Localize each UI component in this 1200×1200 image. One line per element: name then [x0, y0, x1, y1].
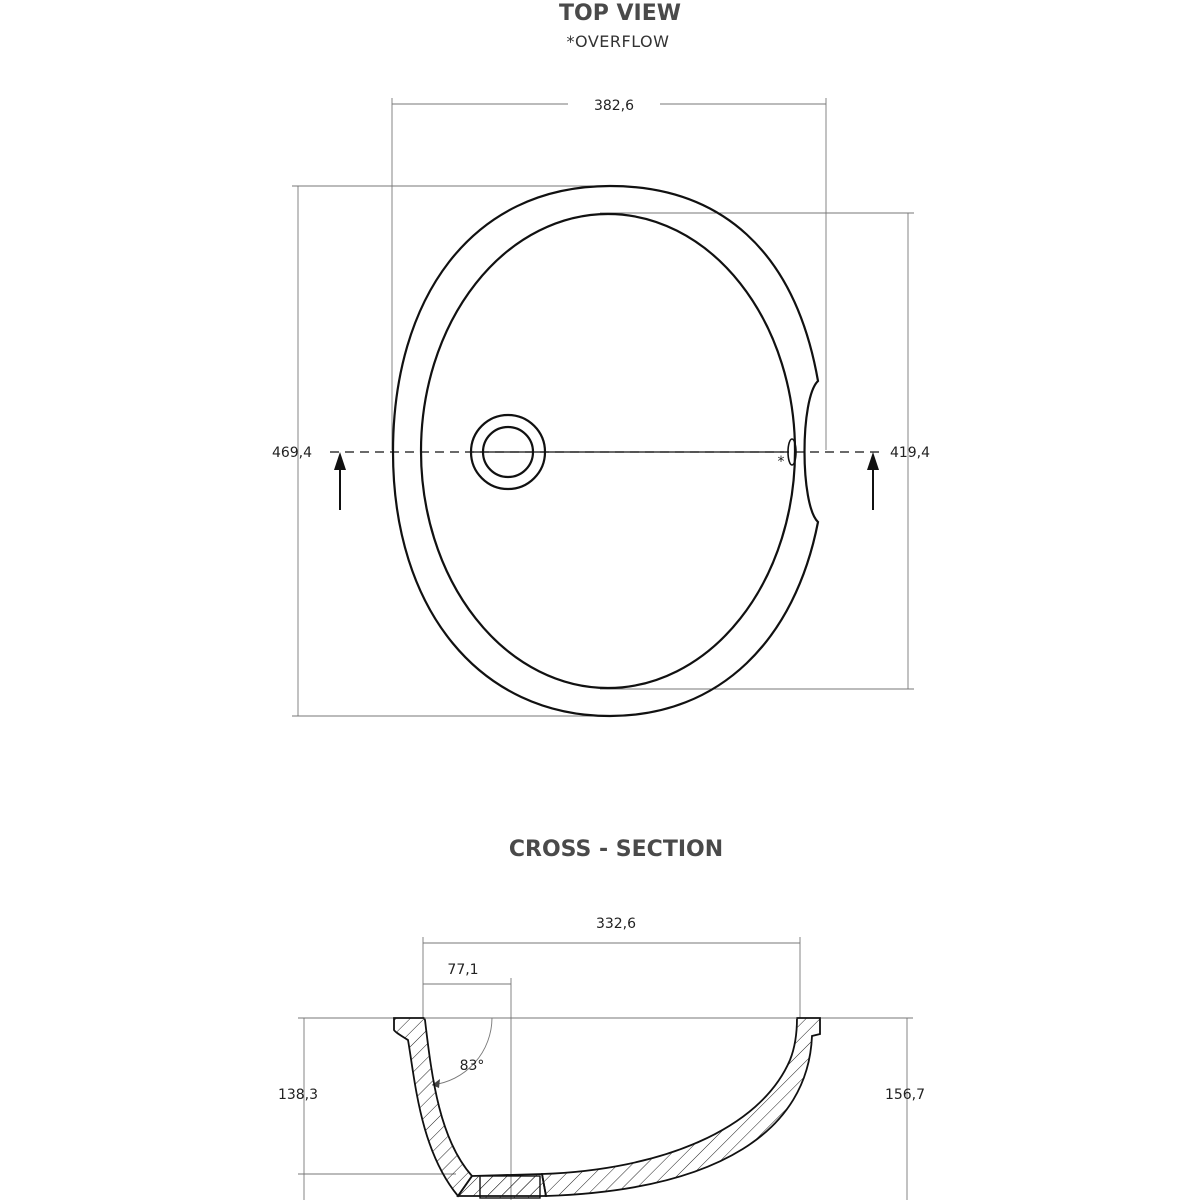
drain-fitting — [480, 1176, 540, 1198]
top-width-value: 332,6 — [595, 916, 637, 932]
basin-outer-rim — [393, 186, 818, 716]
dimension-width-382 — [392, 98, 826, 450]
dimension-right-height-156 — [820, 1018, 925, 1200]
cross-section-title: CROSS - SECTION — [508, 837, 724, 862]
dimension-drain-offset-77 — [423, 962, 511, 1200]
dimension-inner-height-419 — [600, 213, 930, 689]
right-height-value: 156,7 — [884, 1087, 926, 1103]
overflow-marker: * — [777, 454, 785, 470]
basin-section-right-wall — [542, 1018, 820, 1196]
angle-value: 83° — [459, 1058, 485, 1074]
dimension-top-width-332 — [423, 916, 800, 1018]
basin-section-left-wall — [394, 1018, 472, 1196]
left-height-value: 138,3 — [277, 1087, 319, 1103]
section-arrow-left — [334, 452, 346, 510]
width-value: 382,6 — [593, 98, 635, 114]
overflow-legend: *OVERFLOW — [566, 32, 670, 51]
outer-height-value: 469,4 — [271, 445, 313, 461]
section-arrow-right — [867, 452, 879, 510]
basin-inner-bowl — [421, 214, 795, 688]
drain-offset-value: 77,1 — [447, 962, 479, 978]
top-view-title: TOP VIEW — [559, 1, 681, 26]
inner-height-value: 419,4 — [889, 445, 931, 461]
basin-section-bottom-wall — [458, 1174, 546, 1198]
angle-annotation — [432, 1018, 492, 1088]
